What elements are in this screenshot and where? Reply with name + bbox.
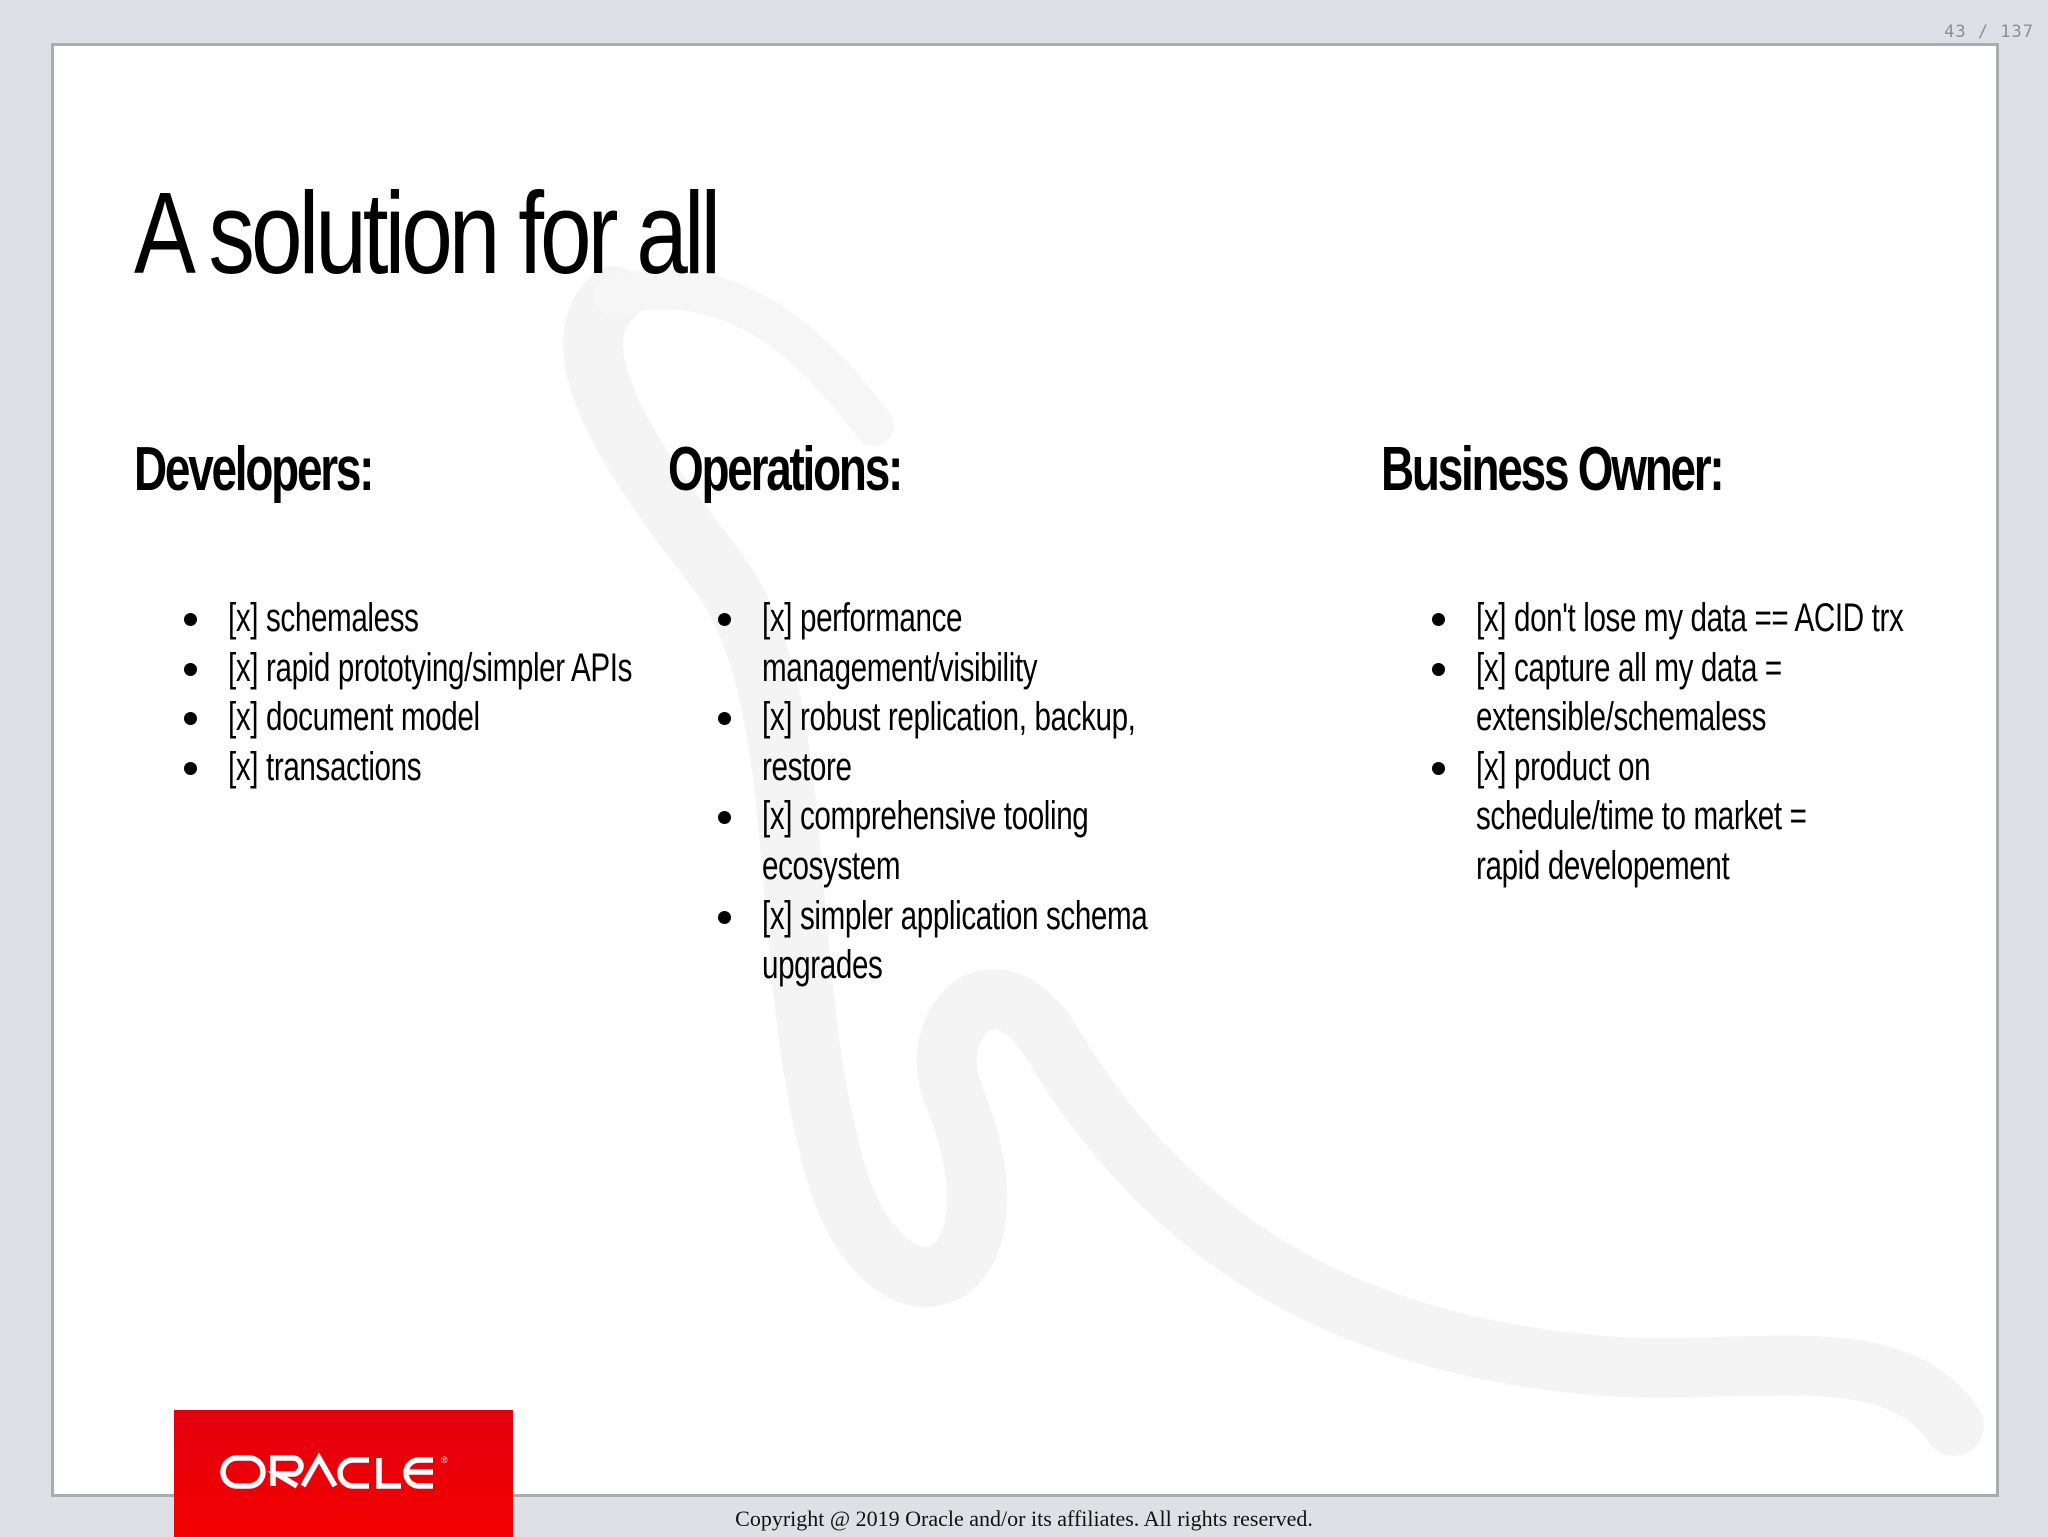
svg-text:®: ® (440, 1454, 448, 1465)
list-item: [x] robust replication, backup, restore (762, 693, 1382, 792)
oracle-logo-wordmark-icon (219, 1449, 469, 1499)
list-item: [x] rapid prototying/simpler APIs (228, 644, 684, 694)
slide (51, 43, 1999, 1497)
list-item: [x] performance management/visibility (762, 594, 1382, 693)
bullet-icon (1432, 663, 1445, 676)
page-counter: 43 / 137 (1944, 22, 2034, 42)
bullet-icon (184, 663, 197, 676)
developers-heading: Developers: (134, 435, 373, 504)
business-owner-heading: Business Owner: (1381, 435, 1723, 504)
copyright-notice: Copyright @ 2019 Oracle and/or its affiliates. All rights reserved. (735, 1506, 1313, 1531)
bullet-icon (1432, 762, 1445, 775)
slide-title: A solution for all (134, 168, 718, 298)
bullet-icon (718, 911, 731, 924)
bullet-icon (1432, 613, 1445, 626)
developers-list (228, 594, 684, 792)
list-item: [x] capture all my data = extensible/schemaless (1476, 644, 1946, 743)
operations-list (762, 594, 1382, 991)
bullet-icon (718, 613, 731, 626)
list-item: [x] don't lose my data == ACID trx (1476, 594, 1946, 644)
list-item: [x] product on schedule/time to market = rapid developement (1476, 743, 1946, 892)
list-item: [x] transactions (228, 743, 684, 793)
bullet-icon (184, 762, 197, 775)
list-item: [x] schemaless (228, 594, 684, 644)
list-item: [x] simpler application schema upgrades (762, 892, 1382, 991)
bullet-icon (184, 613, 197, 626)
list-item: [x] comprehensive tooling ecosystem (762, 792, 1382, 891)
business-owner-list (1476, 594, 1946, 892)
oracle-logo (174, 1410, 513, 1537)
operations-heading: Operations: (668, 435, 902, 504)
list-item: [x] document model (228, 693, 684, 743)
